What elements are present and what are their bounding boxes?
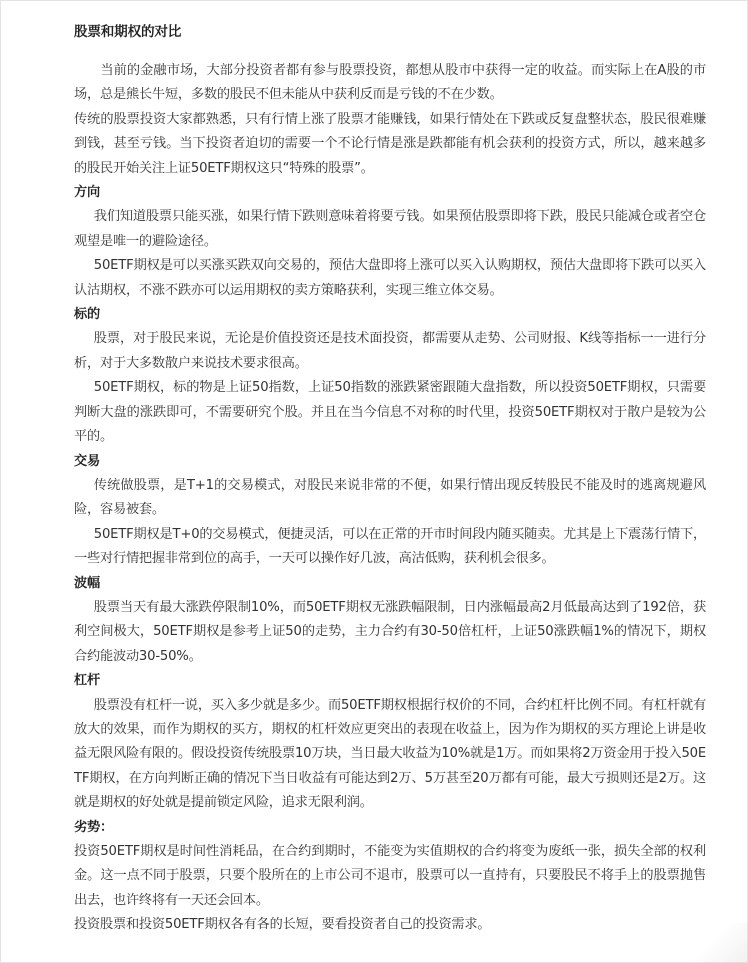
underlying-paragraph-2: 50ETF期权，标的物是上证50指数，上证50指数的涨跌紧密跟随大盘指数，所以投资50ETF期权，只需要判断大盘的涨跌即可，不需要研究个股。并且在当今信息不对称的时代里，投资50ETF期权对于散户是较为公平的。 [74, 380, 706, 445]
article [74, 22, 706, 938]
section-heading-disadvantage: 劣势： [74, 819, 113, 835]
section-heading-volatility: 波幅 [74, 575, 100, 591]
article-title: 股票和期权的对比 [74, 24, 182, 40]
trading-paragraph-1: 传统做股票，是T+1的交易模式，对股民来说非常的不便，如果行情出现反转股民不能及时的逃离规避风险，容易被套。 [74, 477, 706, 518]
intro-paragraph-1: 当前的金融市场，大部分投资者都有参与股票投资，都想从股市中获得一定的收益。而实际上在A股的市场，总是熊长牛短，多数的股民不但未能从中获利反而是亏钱的不在少数。 [74, 63, 706, 103]
direction-paragraph-1: 我们知道股票只能买涨，如果行情下跌则意味着将要亏钱。如果预估股票即将下跌，股民只能减仓或者空仓观望是唯一的避险途径。 [74, 209, 706, 249]
volatility-paragraph-1: 股票当天有最大涨跌停限制10%，而50ETF期权无涨跌幅限制，日内涨幅最高2月低最高达到了192倍，获利空间极大，50ETF期权是参考上证50的走势，主力合约有30-50倍杠杆，上证50涨跌幅1%的情况下，期权合约能波动30-50%。 [74, 599, 706, 664]
section-heading-leverage: 杠杆 [74, 673, 100, 689]
corner-shadow [688, 923, 748, 963]
section-heading-trading: 交易 [74, 453, 100, 469]
trading-paragraph-2: 50ETF期权是T+0的交易模式，便捷灵活，可以在正常的开市时间段内随买随卖。尤其是上下震荡行情下，一些对行情把握非常到位的高手，一天可以操作好几波，高沽低购，获利机会很多。 [74, 526, 706, 567]
disadvantage-paragraph-1: 投资50ETF期权是时间性消耗品，在合约到期时，不能变为实值期权的合约将变为废纸一张，损失全部的权利金。这一点不同于股票，只要个股所在的上市公司不退市，股票可以一直持有，只要股民不将手上的股票抛售出去，也许终将有一天还会回本。 [74, 844, 706, 908]
underlying-paragraph-1: 股票，对于股民来说，无论是价值投资还是技术面投资，都需要从走势、公司财报、K线等指标一一进行分析，对于大多数散户来说技术要求很高。 [74, 331, 706, 371]
section-heading-direction: 方向 [74, 185, 100, 201]
leverage-paragraph-1: 股票没有杠杆一说，买入多少就是多少。而50ETF期权根据行权价的不同，合约杠杆比例不同。有杠杆就有放大的效果，而作为期权的买方，期权的杠杆效应更突出的表现在收益上，因为作为期权的买方理论上讲是收益无限风险有限的。假设投资传统股票10万块，当日最大收益为10%就是1万。而如果将2万资金用于投入50ETF期权，在方向判断正确的情况下当日收益有可能达到2万、5万甚至20万都有可能，最大亏损则还是2万。这就是期权的好处就是提前锁定风险，追求无限利润。 [74, 697, 706, 811]
section-heading-underlying: 标的 [74, 307, 100, 323]
intro-paragraph-2: 传统的股票投资大家都熟悉，只有行情上涨了股票才能赚钱，如果行情处在下跌或反复盘整状态，股民很难赚到钱，甚至亏钱。当下投资者迫切的需要一个不论行情是涨是跌都能有机会获利的投资方式，所以，越来越多的股民开始关注上证50ETF期权这只“特殊的股票”。 [74, 111, 706, 176]
direction-paragraph-2: 50ETF期权是可以买涨买跌双向交易的，预估大盘即将上涨可以买入认购期权，预估大盘即将下跌可以买入认沽期权，不涨不跌亦可以运用期权的卖方策略获利，实现三维立体交易。 [74, 258, 706, 298]
conclusion-paragraph: 投资股票和投资50ETF期权各有各的长短，要看投资者自己的投资需求。 [74, 917, 491, 933]
